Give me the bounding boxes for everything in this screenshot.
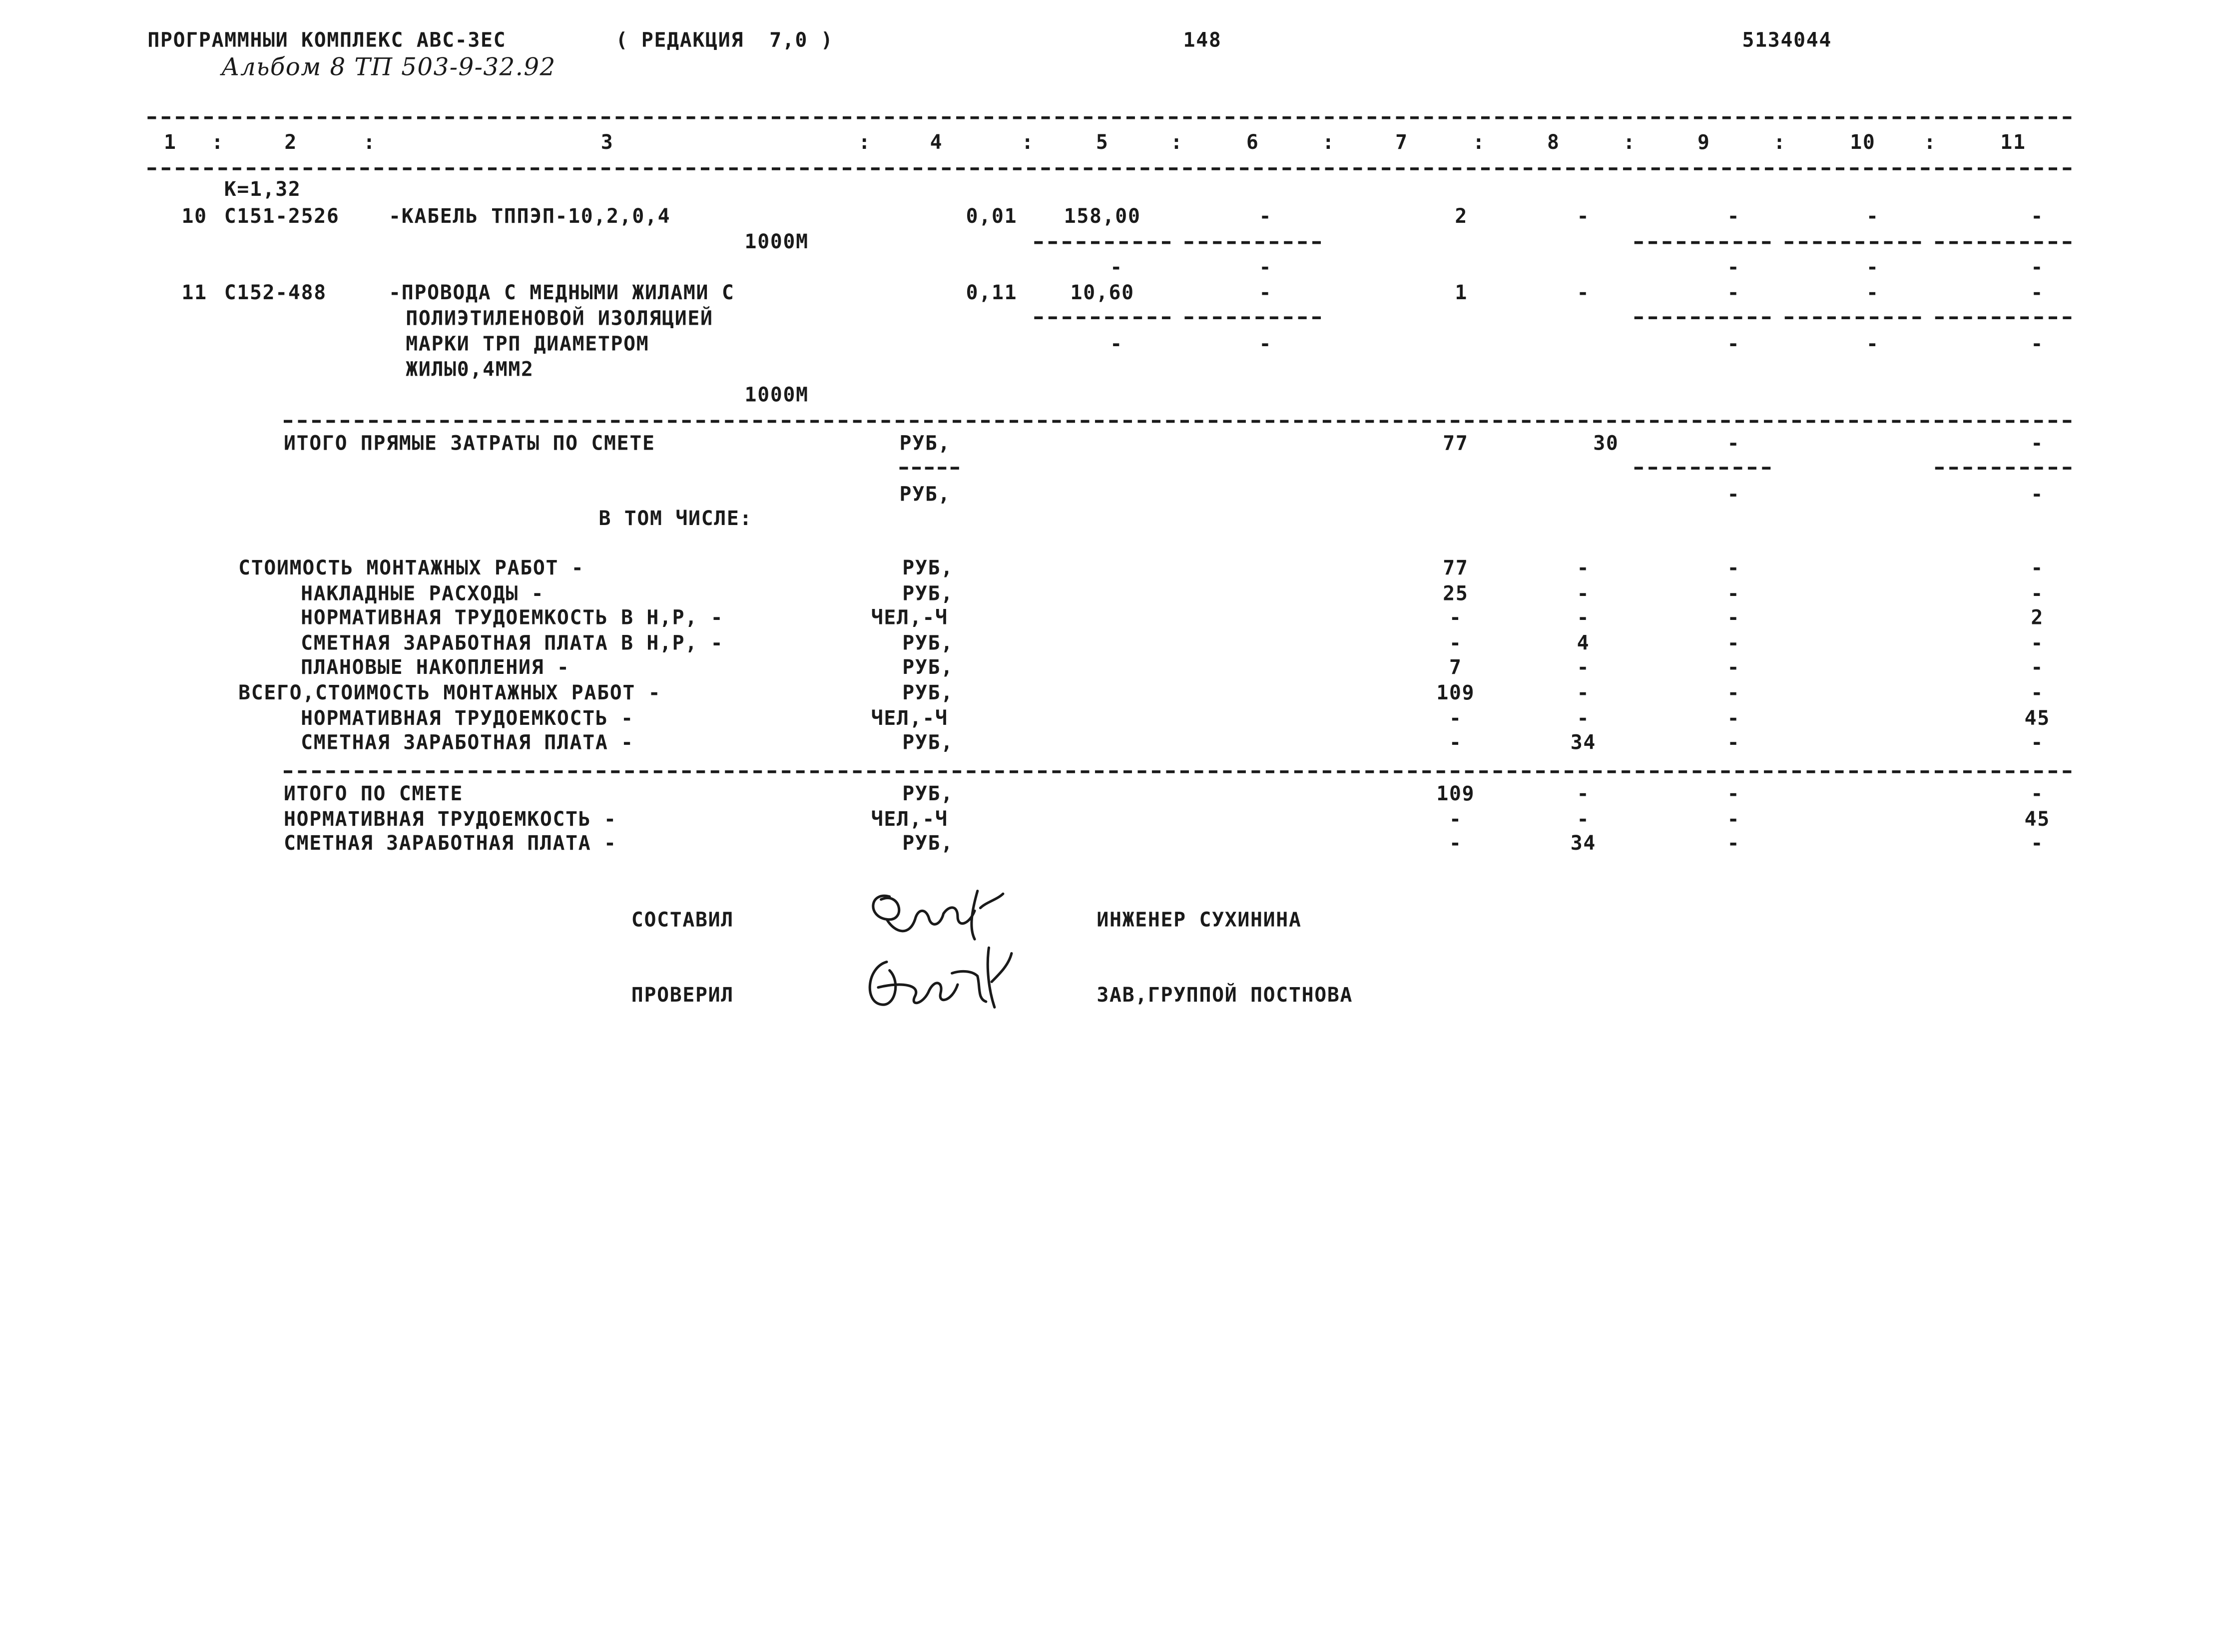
checked-signature [858,939,1014,1022]
row-quantity: 0,01 [966,205,1018,229]
row-number: 10 [181,205,207,229]
cell-col10-sub: - [1866,333,1879,356]
direct-costs-col7: 77 [1443,433,1469,456]
divider [1785,241,1921,244]
row-name-line: МАРКИ ТРП ДИАМЕТРОМ [406,333,649,356]
breakdown-col7: 109 [1436,682,1475,705]
breakdown-col11: - [2031,732,2044,755]
row-number: 11 [181,282,207,305]
column-header-11: 11 [2000,132,2026,155]
cell-col11: - [2031,205,2044,229]
final-total-col11: 45 [2024,808,2050,831]
breakdown-col11: - [2031,632,2044,655]
divider [1635,467,1771,470]
row-price: 158,00 [1064,205,1141,229]
breakdown-label: СТОИМОСТЬ МОНТАЖНЫХ РАБОТ - [238,557,584,580]
cell-col11: - [2031,282,2044,305]
breakdown-col8: - [1577,607,1590,630]
compiled-by-name: ИНЖЕНЕР СУХИНИНА [1097,909,1302,932]
column-header-5: 5 [1096,132,1109,155]
direct-costs-col9-2: - [1727,484,1740,507]
column-header-1: 1 [163,132,177,155]
cell-col10: - [1866,205,1879,229]
breakdown-col11: - [2031,582,2044,605]
cell-col11-sub: - [2031,333,2044,356]
column-header-3: 3 [600,132,614,155]
breakdown-col7: - [1449,607,1462,630]
coefficient-label: К=1,32 [224,178,301,202]
column-separator: : [363,132,376,155]
divider [147,116,2071,119]
cell-col6-sub: - [1259,257,1272,280]
final-total-col8: - [1577,783,1590,806]
cell-col6: - [1259,205,1272,229]
breakdown-label: СМЕТНАЯ ЗАРАБОТНАЯ ПЛАТА В Н,Р, - [301,632,724,655]
row-price: 10,60 [1070,282,1134,305]
column-separator: : [1773,132,1786,155]
direct-costs-col11-2: - [2031,484,2044,507]
divider [1635,316,1771,319]
column-separator: : [858,132,871,155]
breakdown-col11: 45 [2024,707,2050,730]
divider [147,167,2071,170]
row-name-line: ЖИЛЫ0,4ММ2 [406,359,534,382]
breakdown-col7: 7 [1449,657,1462,680]
direct-costs-col9: - [1727,433,1740,456]
final-total-col9: - [1727,833,1740,856]
direct-costs-label: ИТОГО ПРЯМЫЕ ЗАТРАТЫ ПО СМЕТЕ [284,433,655,456]
cell-col5-sub: - [1110,257,1123,280]
cell-col8: - [1577,282,1590,305]
column-header-9: 9 [1697,132,1710,155]
breakdown-col9: - [1727,682,1740,705]
row-name-line: -ПРОВОДА С МЕДНЫМИ ЖИЛАМИ С [389,282,735,305]
breakdown-col7: 25 [1443,582,1469,605]
cell-col6: - [1259,282,1272,305]
cell-col6-sub: - [1259,333,1272,356]
breakdown-col7: - [1449,732,1462,755]
column-separator: : [1472,132,1486,155]
divider [1184,316,1321,319]
direct-costs-unit: РУБ, [899,433,951,456]
final-total-col7: 109 [1436,783,1475,806]
breakdown-col8: - [1577,557,1590,580]
column-header-10: 10 [1850,132,1876,155]
breakdown-label: ВСЕГО,СТОИМОСТЬ МОНТАЖНЫХ РАБОТ - [238,682,661,705]
breakdown-col8: - [1577,707,1590,730]
breakdown-col8: 4 [1577,632,1590,655]
breakdown-col9: - [1727,707,1740,730]
column-separator: : [1021,132,1035,155]
direct-costs-unit-2: РУБ, [899,484,951,507]
album-handwritten-note: Альбом 8 ТП 503-9-32.92 [221,53,556,82]
direct-costs-col11: - [2031,433,2044,456]
breakdown-col9: - [1727,632,1740,655]
final-total-col9: - [1727,783,1740,806]
breakdown-col11: - [2031,657,2044,680]
final-total-label: СМЕТНАЯ ЗАРАБОТНАЯ ПЛАТА - [284,833,617,856]
breakdown-unit: РУБ, [902,582,954,605]
final-total-col11: - [2031,783,2044,806]
row-code: С152-488 [224,282,327,305]
divider [1034,241,1170,244]
edition-label: ( РЕДАКЦИЯ 7,0 ) [615,29,834,53]
breakdown-unit: РУБ, [902,657,954,680]
final-total-col8: - [1577,808,1590,831]
column-header-7: 7 [1395,132,1408,155]
breakdown-col9: - [1727,557,1740,580]
page-number: 148 [1183,29,1222,53]
breakdown-col9: - [1727,607,1740,630]
breakdown-label: НОРМАТИВНАЯ ТРУДОЕМКОСТЬ В Н,Р, - [301,607,724,630]
divider [1935,241,2072,244]
checked-by-label: ПРОВЕРИЛ [631,984,734,1008]
divider [1785,316,1921,319]
cell-col9: - [1727,205,1740,229]
divider [284,770,2071,773]
breakdown-col11: - [2031,682,2044,705]
including-label: В ТОМ ЧИСЛЕ: [598,508,753,531]
compiled-by-label: СОСТАВИЛ [631,909,734,932]
divider [1184,241,1321,244]
final-total-unit: ЧЕЛ,-Ч [871,808,948,831]
breakdown-unit: ЧЕЛ,-Ч [871,607,948,630]
final-total-col7: - [1449,808,1462,831]
breakdown-col7: 77 [1443,557,1469,580]
column-header-2: 2 [284,132,298,155]
row-unit: 1000М [744,384,809,408]
column-separator: : [1322,132,1335,155]
breakdown-col8: - [1577,682,1590,705]
row-unit: 1000М [744,231,809,254]
final-total-col9: - [1727,808,1740,831]
breakdown-label: ПЛАНОВЫЕ НАКОПЛЕНИЯ - [301,657,570,680]
breakdown-col7: - [1449,707,1462,730]
final-total-label: ИТОГО ПО СМЕТЕ [284,783,463,806]
divider [1034,316,1170,319]
final-total-col11: - [2031,833,2044,856]
compiled-signature [858,877,1007,945]
final-total-label: НОРМАТИВНАЯ ТРУДОЕМКОСТЬ - [284,808,617,831]
cell-col10: - [1866,282,1879,305]
row-quantity: 0,11 [966,282,1018,305]
breakdown-col7: - [1449,632,1462,655]
row-code: С151-2526 [224,205,340,229]
breakdown-col8: - [1577,582,1590,605]
column-header-4: 4 [930,132,943,155]
column-separator: : [1623,132,1636,155]
cell-col9: - [1727,282,1740,305]
breakdown-col8: - [1577,657,1590,680]
breakdown-label: НАКЛАДНЫЕ РАСХОДЫ - [301,582,545,605]
column-separator: : [1924,132,1937,155]
breakdown-col9: - [1727,657,1740,680]
breakdown-col8: 34 [1570,732,1597,755]
final-total-col8: 34 [1570,833,1597,856]
checked-by-name: ЗАВ,ГРУППОЙ ПОСТНОВА [1097,984,1353,1008]
divider [1635,241,1771,244]
breakdown-label: СМЕТНАЯ ЗАРАБОТНАЯ ПЛАТА - [301,732,634,755]
cell-col8: - [1577,205,1590,229]
cell-col9-sub: - [1727,333,1740,356]
row-name: -КАБЕЛЬ ТППЭП-10,2,0,4 [389,205,671,229]
document-code: 5134044 [1742,29,1832,53]
breakdown-unit: РУБ, [902,732,954,755]
divider [1935,467,2072,470]
breakdown-col9: - [1727,582,1740,605]
breakdown-label: НОРМАТИВНАЯ ТРУДОЕМКОСТЬ - [301,707,634,730]
divider [900,467,959,470]
breakdown-unit: РУБ, [902,557,954,580]
column-separator: : [1170,132,1183,155]
breakdown-col9: - [1727,732,1740,755]
cell-col7: 1 [1455,282,1468,305]
column-header-6: 6 [1246,132,1259,155]
breakdown-col11: - [2031,557,2044,580]
final-total-unit: РУБ, [902,783,954,806]
cell-col11-sub: - [2031,257,2044,280]
breakdown-col11: 2 [2031,607,2044,630]
cell-col7: 2 [1455,205,1468,229]
breakdown-unit: РУБ, [902,632,954,655]
row-name-line: ПОЛИЭТИЛЕНОВОЙ ИЗОЛЯЦИЕЙ [406,308,713,331]
program-title: ПРОГРАММНЫИ КОМПЛЕКС АВС-3ЕС [147,29,507,53]
cell-col9-sub: - [1727,257,1740,280]
direct-costs-col8: 30 [1593,433,1619,456]
cell-col10-sub: - [1866,257,1879,280]
final-total-col7: - [1449,833,1462,856]
column-header-8: 8 [1547,132,1560,155]
cell-col5-sub: - [1110,333,1123,356]
breakdown-unit: ЧЕЛ,-Ч [871,707,948,730]
column-separator: : [211,132,224,155]
final-total-unit: РУБ, [902,833,954,856]
breakdown-unit: РУБ, [902,682,954,705]
divider [1935,316,2072,319]
divider [284,420,2071,423]
